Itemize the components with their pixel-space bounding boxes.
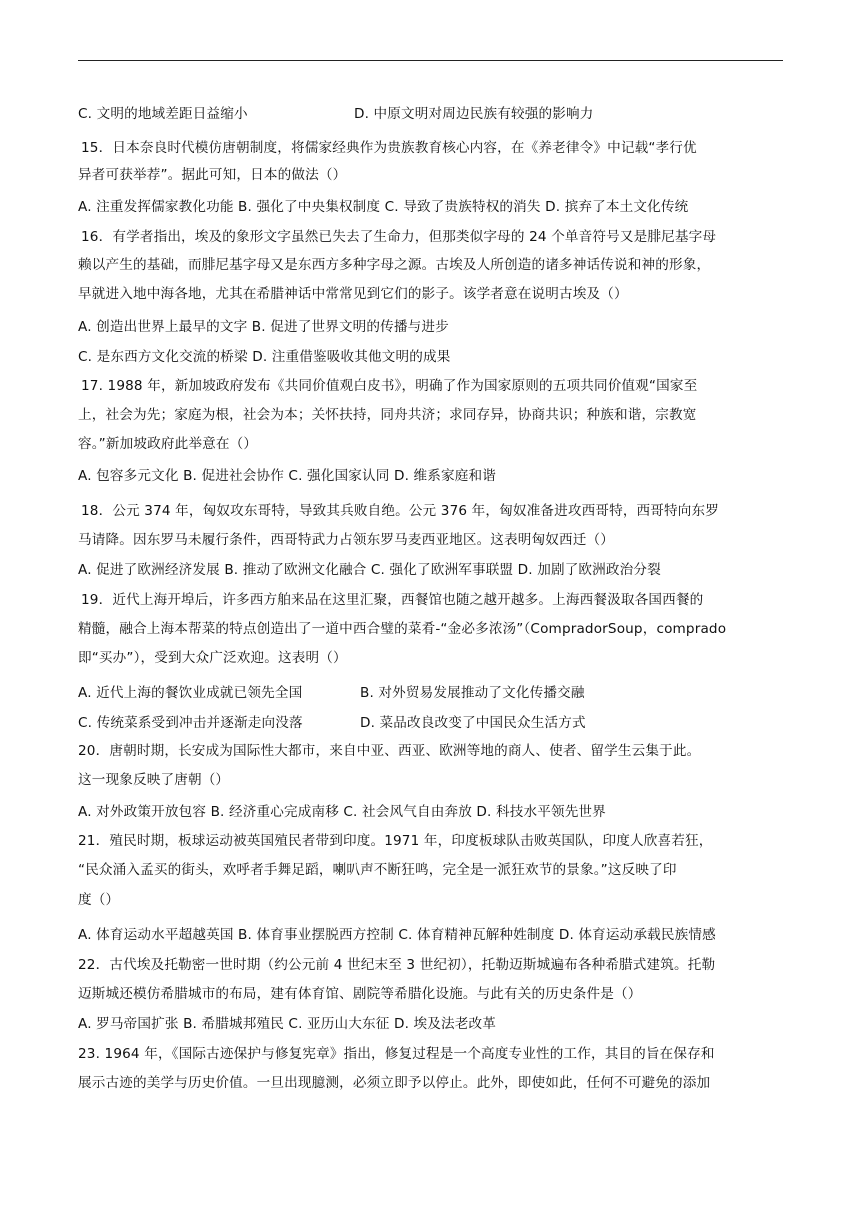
header-rule: [78, 60, 783, 61]
option-line: [78, 713, 586, 733]
question-22-options: A. 罗马帝国扩张 B. 希腊城邦殖民 C. 亚历山大东征 D. 埃及法老改革: [78, 1016, 496, 1032]
question-17-options: A. 包容多元文化 B. 促进社会协作 C. 强化国家认同 D. 维系家庭和谐: [78, 468, 496, 484]
question-18-options: A. 促进了欧洲经济发展 B. 推动了欧洲文化融合 C. 强化了欧洲军事联盟 D. 加剧了欧洲政治分裂: [78, 562, 661, 578]
question-16-cont: 早就进入地中海各地，尤其在希腊神话中常常见到它们的影子。该学者意在说明古埃及（）: [78, 286, 628, 302]
question-16-options: C. 是东西方文化交流的桥梁 D. 注重借鉴吸收其他文明的成果: [78, 349, 451, 365]
question-23-cont: 展示古迹的美学与历史价值。一旦出现臆测，必须立即予以停止。此外，即使如此，任何不可避免的添加: [78, 1075, 711, 1091]
option-line: [78, 104, 594, 124]
question-19: 19．近代上海开埠后，许多西方舶来品在这里汇聚，西餐馆也随之越开越多。上海西餐汲取各国西餐的: [81, 592, 704, 608]
option-b: B. 对外贸易发展推动了文化传播交融: [360, 685, 585, 701]
question-20-options: A. 对外政策开放包容 B. 经济重心完成南移 C. 社会风气自由奔放 D. 科技水平领先世界: [78, 804, 606, 820]
question-15-cont: 异者可获举荐”。据此可知，日本的做法（）: [78, 167, 347, 183]
option-line: [78, 683, 585, 703]
option-c: C. 文明的地域差距日益缩小: [78, 106, 248, 122]
question-20: 20．唐朝时期，长安成为国际性大都市，来自中亚、西亚、欧洲等地的商人、使者、留学生云集于此。: [78, 743, 701, 759]
question-21-cont: “民众涌入孟买的街头，欢呼者手舞足蹈，喇叭声不断狂鸣，完全是一派狂欢节的景象。”这反映了印: [78, 862, 677, 878]
question-16: 16．有学者指出，埃及的象形文字虽然已失去了生命力，但那类似字母的 24 个单音符号又是腓尼基字母: [81, 229, 717, 245]
question-20-cont: 这一现象反映了唐朝（）: [78, 772, 230, 788]
question-16-options: A. 创造出世界上最早的文字 B. 促进了世界文明的传播与进步: [78, 319, 449, 335]
option-d: D. 中原文明对周边民族有较强的影响力: [354, 106, 594, 122]
question-21-cont: 度（）: [78, 892, 120, 908]
option-a: A. 近代上海的餐饮业成就已领先全国: [78, 685, 303, 701]
question-21-options: A. 体育运动水平超越英国 B. 体育事业摆脱西方控制 C. 体育精神瓦解种姓制度 D. 体育运动承载民族情感: [78, 927, 716, 943]
question-18-cont: 马请降。因东罗马未履行条件，西哥特武力占领东罗马麦西亚地区。这表明匈奴西迁（）: [78, 532, 615, 548]
question-22-cont: 迈斯城还模仿希腊城市的布局，建有体育馆、剧院等希腊化设施。与此有关的历史条件是（）: [78, 986, 642, 1002]
question-19-cont: 精髓，融合上海本帮菜的特点创造出了一道中西合璧的菜肴-“金必多浓汤”（CompradorSoup，comprado: [78, 621, 727, 637]
question-15-options: A. 注重发挥儒家教化功能 B. 强化了中央集权制度 C. 导致了贵族特权的消失 D. 摈弃了本土文化传统: [78, 199, 689, 215]
question-22: 22．古代埃及托勒密一世时期（约公元前 4 世纪末至 3 世纪初），托勒迈斯城遍布各种希腊式建筑。托勒: [78, 957, 716, 973]
question-16-cont: 赖以产生的基础，而腓尼基字母又是东西方多种字母之源。古埃及人所创造的诸多神话传说和神的形象，: [78, 257, 711, 273]
question-18: 18．公元 374 年，匈奴攻东哥特，导致其兵败自绝。公元 376 年，匈奴准备进攻西哥特，西哥特向东罗: [81, 503, 720, 519]
question-17: 17. 1988 年，新加坡政府发布《共同价值观白皮书》，明确了作为国家原则的五项共同价值观“国家至: [81, 378, 698, 394]
option-d: D. 菜品改良改变了中国民众生活方式: [360, 715, 586, 731]
question-17-cont: 容。”新加坡政府此举意在（）: [78, 436, 258, 452]
question-21: 21．殖民时期，板球运动被英国殖民者带到印度。1971 年，印度板球队击败英国队，印度人欣喜若狂，: [78, 833, 713, 849]
question-17-cont: 上，社会为先；家庭为根，社会为本；关怀扶持，同舟共济；求同存异，协商共识；种族和谐，宗教宽: [78, 407, 697, 423]
option-c: C. 传统菜系受到冲击并逐渐走向没落: [78, 715, 303, 731]
question-19-cont: 即“买办”），受到大众广泛欢迎。这表明（）: [78, 650, 347, 666]
question-23: 23. 1964 年，《国际古迹保护与修复宪章》指出，修复过程是一个高度专业性的工作，其目的旨在保存和: [78, 1046, 715, 1062]
question-15: 15．日本奈良时代模仿唐朝制度，将儒家经典作为贵族教育核心内容，在《养老律令》中记载“孝行优: [81, 140, 697, 156]
